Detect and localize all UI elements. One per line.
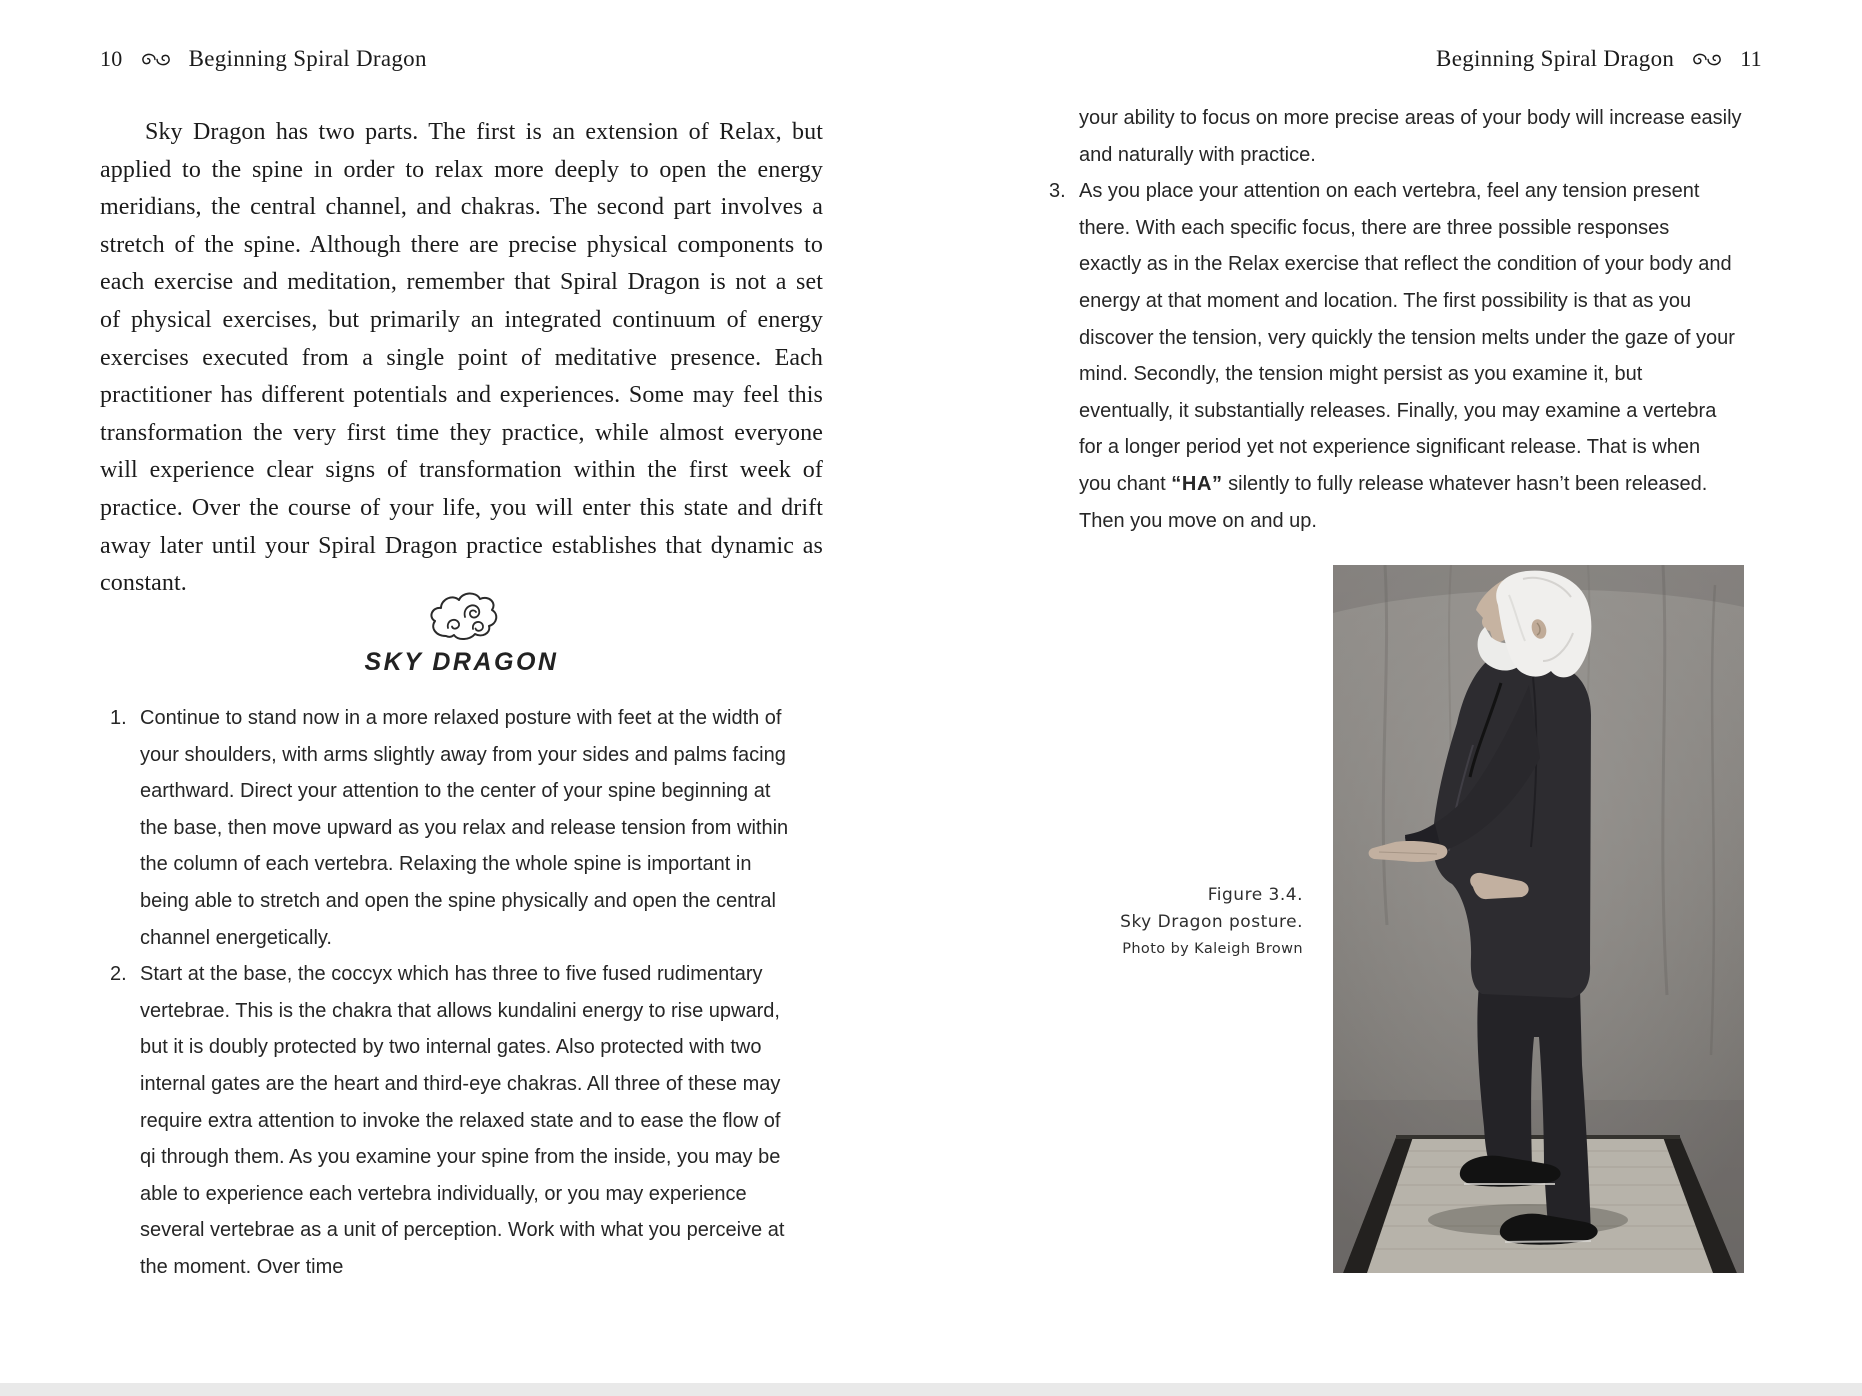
steps-list: [100, 700, 800, 1286]
double-spiral-ornament-icon: [1689, 52, 1725, 67]
page-bottom-edge: [0, 1383, 1862, 1396]
left-page-header: [100, 46, 427, 72]
step-number: 2.: [110, 963, 127, 986]
step-text-after-chant: silently to fully release whatever hasn’t been released. Then you move on and up.: [1079, 472, 1708, 532]
right-page-header: [1436, 46, 1762, 72]
page-number-left: 10: [100, 46, 123, 71]
practice-mat: [1343, 1137, 1737, 1273]
caption-photo-credit: Photo by Kaleigh Brown: [1122, 941, 1303, 957]
double-spiral-ornament-icon: [138, 52, 174, 67]
step-text: Continue to stand now in a more relaxed posture with feet at the width of your shoulders, with arms slightly away from your sides and palms facing earthward. Direct your attention to the center of your spine beginning at the base, then move upward as you relax and release tension from within the column of each vertebra. Relaxing the whole spine is important in being able to stretch and open the spine physically and open the central channel energetically.: [140, 707, 789, 949]
cloud-spirals-icon: [100, 590, 823, 644]
chant-text: “HA”: [1171, 472, 1223, 495]
continuation-paragraph: your ability to focus on more precise areas of your body will increase easily and naturally with practice.: [1079, 107, 1742, 166]
step-text: [1079, 173, 1737, 539]
figure-caption: [980, 882, 1303, 963]
figure-photo: [1333, 565, 1744, 1273]
step-text-before-chant: As you place your attention on each vertebra, feel any tension present there. With each specific focus, there are three possible responses exactly as in the Relax exercise that reflect the condition of your body and energy at that moment and location. The first possibility is that as you discover the tension, very quickly the tension melts under the gaze of your mind. Secondly, the tension might persist as you examine it, but eventually, it substantially releases. Finally, you may examine a vertebra for a longer period yet not experience significant release. That is when you chant: [1079, 180, 1735, 495]
intro-paragraph: Sky Dragon has two parts. The first is an extension of Relax, but applied to the spine in order to relax more deeply to open the energy meridians, the central channel, and chakras. The second part involves a stretch of the spine. Although there are precise physical components to each exercise and meditation, remember that Spiral Dragon is not a set of physical exercises, but primarily an integrated continuum of energy exercises executed from a single point of meditative presence. Each practitioner has different potentials and experiences. Some may feel this transformation the very first time they practice, while almost everyone will experience clear signs of transformation within the first week of practice. Over the course of your life, you will enter this state and drift away later until your Spiral Dragon practice establishes that dynamic as constant.: [100, 119, 823, 597]
list-item-1: [100, 700, 800, 956]
page-number-right: 11: [1740, 46, 1762, 71]
section-heading: SKY DRAGON: [364, 648, 559, 676]
step-number: 1.: [110, 707, 127, 729]
caption-title: Sky Dragon posture.: [1120, 912, 1303, 932]
list-item-2: [100, 956, 800, 1285]
list-item-3: [1039, 173, 1751, 539]
caption-figure-number: Figure 3.4.: [1207, 885, 1303, 905]
step-number: 3.: [1049, 180, 1066, 203]
right-page-text: [1039, 100, 1751, 539]
step-text: Start at the base, the coccyx which has three to five fused rudimentary vertebrae. This is the chakra that allows kundalini energy to rise upward, but it is doubly protected by two internal gates. Also protected with two internal gates are the heart and third-eye chakras. All three of these may require extra attention to invoke the relaxed state and to ease the flow of qi through them. As you examine your spine from the inside, you may be able to experience each vertebra individually, or you may experience several vertebrae as a unit of perception. Work with what you perceive at the moment. Over time: [140, 963, 785, 1278]
running-title-left: Beginning Spiral Dragon: [188, 46, 427, 71]
running-title-right: Beginning Spiral Dragon: [1436, 46, 1675, 71]
